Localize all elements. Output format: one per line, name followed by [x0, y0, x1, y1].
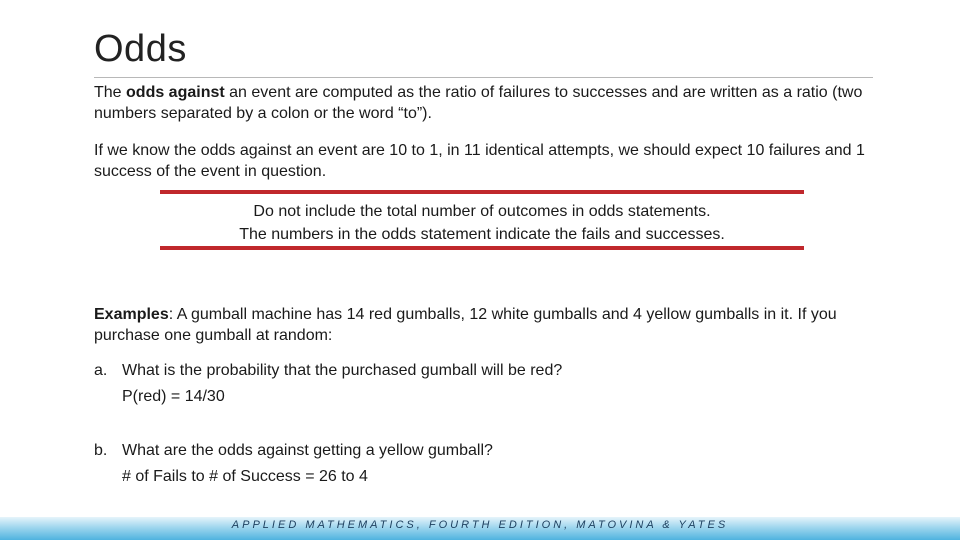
examples-paragraph [94, 304, 874, 346]
question-text: What is the probability that the purchased gumball will be red? [122, 362, 563, 379]
callout-box [160, 190, 804, 250]
question-text: What are the odds against getting a yellow gumball? [122, 442, 493, 459]
callout-text [160, 200, 804, 246]
callout-bottom-bar [160, 246, 804, 250]
question-a [94, 358, 874, 410]
question-answer: P(red) = 14/30 [122, 388, 225, 405]
slide-title: Odds [94, 28, 187, 70]
definition-lead: The [94, 84, 127, 101]
examples-text: : A gumball machine has 14 red gumballs, 12 white gumballs and 4 yellow gumballs in it. If you purchase one gumball at random: [94, 306, 837, 344]
callout-line-1: Do not include the total number of outcomes in odds statements. [253, 203, 711, 220]
question-marker: a. [94, 362, 108, 379]
question-marker: b. [94, 442, 108, 459]
question-answer: # of Fails to # of Success = 26 to 4 [122, 468, 368, 485]
examples-label: Examples [94, 306, 169, 323]
title-divider [94, 77, 873, 78]
definition-body: an event are computed as the ratio of failures to successes and are written as a ratio (two numbers separated by a colon or the word “to”). [94, 84, 863, 122]
callout-line-2: The numbers in the odds statement indicate the fails and successes. [239, 226, 725, 243]
callout-top-bar [160, 190, 804, 194]
definition-term: odds against [126, 84, 225, 101]
question-b [94, 438, 874, 490]
footer-citation: APPLIED MATHEMATICS, FOURTH EDITION, MATOVINA & YATES [231, 519, 729, 531]
definition-paragraph [94, 82, 874, 124]
odds-example-paragraph: If we know the odds against an event are 10 to 1, in 11 identical attempts, we should expect 10 failures and 1 success of the event in question. [94, 142, 865, 180]
